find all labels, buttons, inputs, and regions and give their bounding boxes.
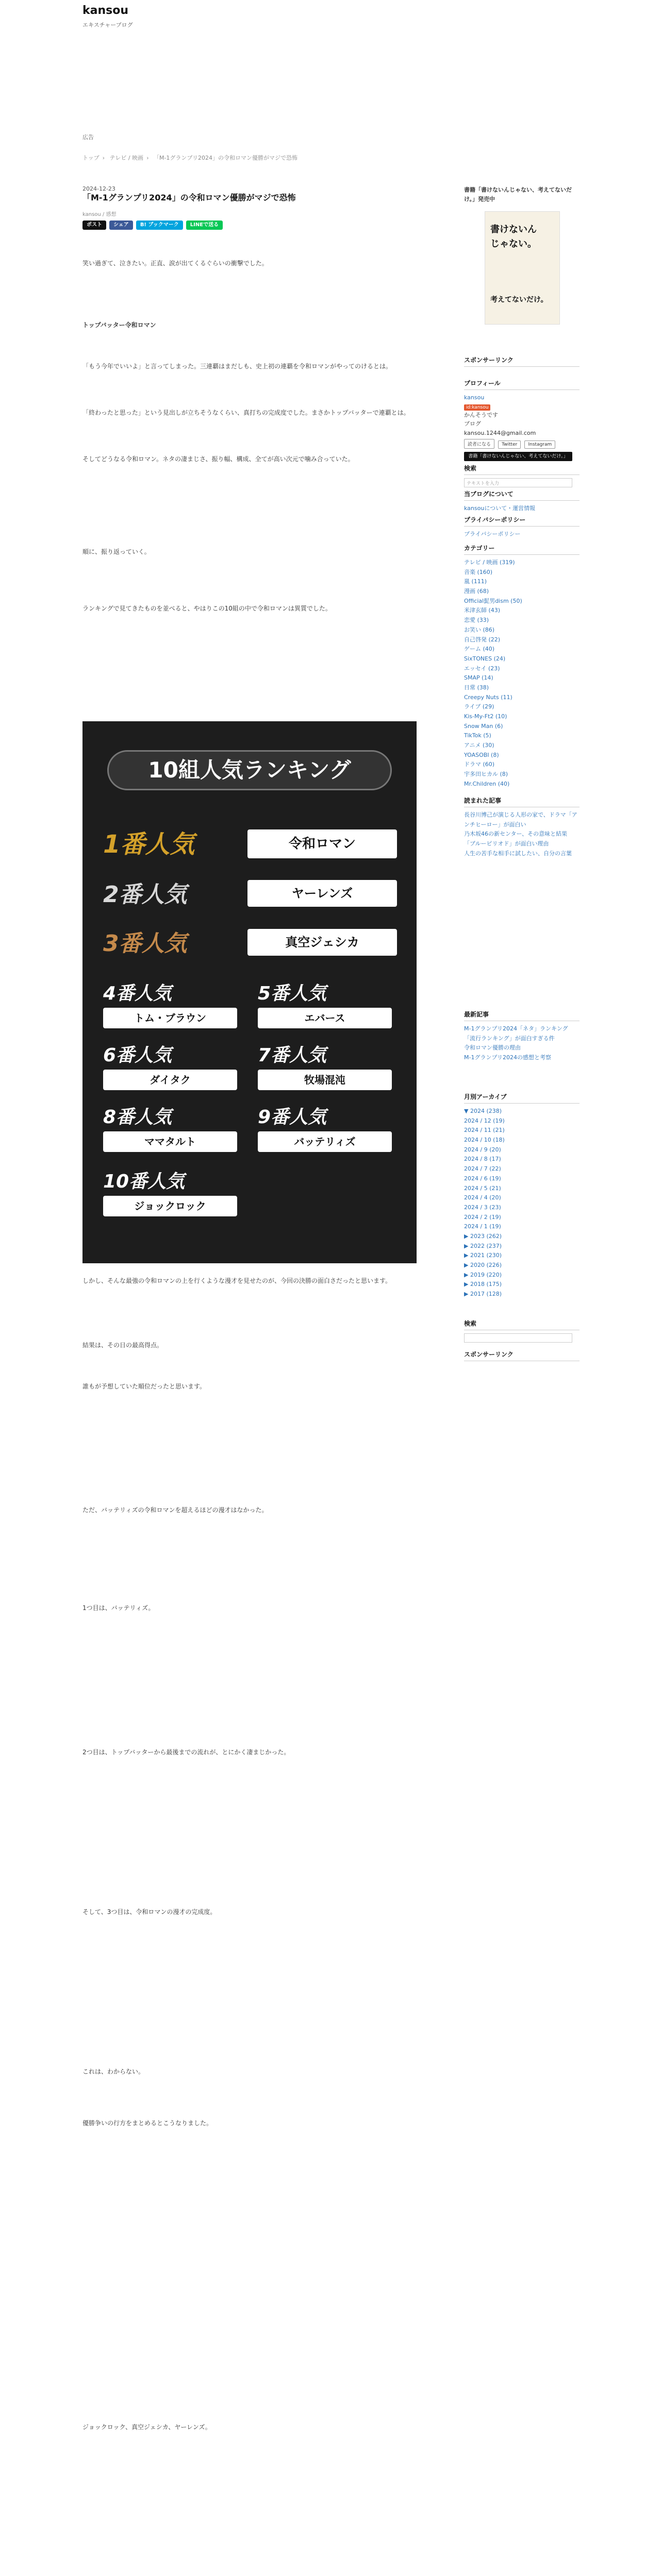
paragraph: 順に、振り返っていく。 — [82, 548, 151, 555]
paragraph: 誰もが予想していた順位だったと思います。 — [82, 1383, 206, 1390]
paragraph: ただ、バッテリィズの令和ロマンを超えるほどの漫才はなかった。 — [82, 1506, 268, 1514]
rank-label: 10番人気 — [103, 1171, 185, 1192]
about-link[interactable]: kansouについて・運営情報 — [464, 505, 536, 512]
archive-link[interactable]: 2024 / 3 (23) — [464, 1204, 501, 1211]
rank-name: ダイタク — [103, 1070, 237, 1090]
site-header — [82, 0, 580, 46]
rank-label: 7番人気 — [258, 1045, 327, 1066]
rank-name: トム・ブラウン — [103, 1008, 237, 1028]
category-link[interactable]: SMAP (14) — [464, 674, 493, 682]
breadcrumb-item-current: 「M-1グランプリ2024」の令和ロマン優勝がマジで恐怖 — [153, 155, 297, 161]
archive-link[interactable]: ▶ 2019 (220) — [464, 1271, 502, 1278]
recent-post-link[interactable]: M-1グランプリ2024「ネタ」ランキング — [464, 1025, 568, 1032]
popular-post-link[interactable]: 「ブルーピリオド」が面白い理由 — [464, 840, 549, 848]
book-cover-line: じゃない。 — [490, 239, 537, 249]
book-cover-line: 書けないん — [490, 224, 537, 235]
paragraph: 1つ目は、バッテリィズ。 — [82, 1604, 155, 1612]
archive-link[interactable]: 2024 / 4 (20) — [464, 1194, 501, 1201]
post-title: 「M-1グランプリ2024」の令和ロマン優勝がマジで恐怖 — [82, 193, 296, 202]
sidebar-footer-sponsor — [464, 1350, 580, 1364]
category-link[interactable]: SixTONES (24) — [464, 655, 506, 662]
profile-line: ブログ — [464, 420, 481, 428]
profile-title: プロフィール — [464, 379, 580, 390]
category-link[interactable]: Kis-My-Ft2 (10) — [464, 713, 507, 720]
site-title[interactable]: kansou — [82, 4, 129, 17]
category-link[interactable]: YOASOBI (8) — [464, 751, 499, 758]
rank-label: 4番人気 — [103, 983, 172, 1004]
category-link[interactable]: ドラマ (60) — [464, 761, 495, 768]
book-cover-line: 考えてないだけ。 — [490, 296, 548, 304]
archive-link[interactable]: 2024 / 6 (19) — [464, 1175, 501, 1182]
archive-link[interactable]: 2024 / 12 (19) — [464, 1117, 505, 1124]
privacy-title: プライバシーポリシー — [464, 515, 580, 527]
rank-label: 1番人気 — [103, 830, 195, 859]
profile-badge[interactable]: id:kansou — [464, 404, 490, 411]
archive-link[interactable]: 2024 / 1 (19) — [464, 1223, 501, 1230]
sidebar-search — [464, 464, 580, 487]
sidebar-profile — [464, 379, 580, 461]
category-link[interactable]: 自己啓発 (22) — [464, 636, 501, 643]
rank-name: ヤーレンズ — [247, 880, 397, 907]
archive-link[interactable]: ▶ 2017 (128) — [464, 1291, 502, 1298]
share-buttons — [82, 221, 223, 230]
post-date: 2024-12-23 — [82, 185, 115, 192]
sidebar-sponsor — [464, 355, 580, 370]
category-link[interactable]: お笑い (86) — [464, 626, 495, 633]
recent-post-link[interactable]: 令和ロマン優勝の理由 — [464, 1044, 521, 1052]
book-ad-title[interactable]: 書籍「書けないんじゃない、考えてないだけ。」発売中 — [464, 187, 572, 202]
paragraph: しかし、そんな最強の令和ロマンの上を行くような漫才を見せたのが、今回の決勝の面白さだったと思います。 — [82, 1277, 392, 1284]
category-link[interactable]: アニメ (30) — [464, 742, 494, 749]
category-link[interactable]: 漫画 (68) — [464, 588, 489, 595]
category-link[interactable]: ゲーム (40) — [464, 646, 495, 653]
rank-label: 6番人気 — [103, 1045, 172, 1066]
archive-link[interactable]: 2024 / 5 (21) — [464, 1184, 501, 1192]
category-link[interactable]: Snow Man (6) — [464, 722, 503, 730]
share-facebook-button[interactable]: シェア — [109, 221, 133, 230]
popular-post-link[interactable]: 乃木坂46の新センター、その意味と結果 — [464, 831, 568, 838]
paragraph: 「もう今年でいいよ」と言ってしまった。三連覇はまだしも、史上初の連覇を令和ロマンがやってのけるとは。 — [82, 363, 392, 370]
archive-link[interactable]: 2024 / 10 (18) — [464, 1137, 505, 1144]
recent-title: 最新記事 — [464, 1010, 580, 1021]
twitter-button[interactable]: Twitter — [498, 440, 521, 449]
archive-link[interactable]: 2024 / 9 (20) — [464, 1146, 501, 1153]
category-link[interactable]: Mr.Children (40) — [464, 780, 510, 787]
archive-link[interactable]: ▶ 2022 (237) — [464, 1242, 502, 1249]
rank-label: 3番人気 — [103, 930, 187, 957]
category-link[interactable]: 音楽 (160) — [464, 568, 493, 575]
rank-name: バッテリィズ — [258, 1131, 392, 1152]
recent-post-link[interactable]: 「流行ランキング」が面白すぎる件 — [464, 1035, 555, 1042]
rank-name: ジョックロック — [103, 1196, 237, 1216]
profile-line: かんそうです — [464, 411, 498, 418]
category-link[interactable]: 宇多田ヒカル (8) — [464, 771, 508, 778]
paragraph: 笑い過ぎて、泣きたい。正直、涙が出てくるぐらいの衝撃でした。 — [82, 260, 268, 267]
sidebar-footer-search — [464, 1319, 580, 1343]
archive-link[interactable]: ▶ 2018 (175) — [464, 1281, 502, 1288]
archive-link[interactable]: ▶ 2021 (230) — [464, 1252, 502, 1259]
paragraph: これは、わからない。 — [82, 2068, 145, 2075]
share-hatena-button[interactable]: B! ブックマーク — [136, 221, 183, 230]
paragraph: ジョックロック、真空ジェシカ、ヤーレンズ。 — [82, 2424, 211, 2431]
archive-title: 月別アーカイブ — [464, 1092, 580, 1104]
breadcrumb-item-category[interactable]: テレビ / 映画 — [109, 155, 144, 161]
paragraph: 優勝争いの行方をまとめるとこうなりました。 — [82, 2120, 213, 2127]
sponsor-label: スポンサーリンク — [464, 355, 580, 367]
post-author[interactable]: kansou / 感想 — [82, 212, 117, 217]
profile-name[interactable]: kansou — [464, 394, 485, 401]
popular-title: 読まれた記事 — [464, 796, 580, 807]
sidebar-about — [464, 489, 580, 514]
search-title: 検索 — [464, 464, 580, 475]
category-link[interactable]: テレビ / 映画 (319) — [464, 559, 515, 566]
rank-label: 2番人気 — [103, 882, 187, 908]
sidebar-categories — [464, 544, 580, 789]
site-description: エキスチャーブログ — [82, 22, 133, 28]
popular-post-link[interactable]: 人生の苦手な相手に試したい、自分の言葉 — [464, 850, 572, 857]
section-heading: トップバッター令和ロマン — [82, 321, 156, 329]
category-link[interactable]: Creepy Nuts (11) — [464, 693, 512, 701]
instagram-button[interactable]: Instagram — [524, 440, 555, 449]
category-link[interactable]: Official髭男dism (50) — [464, 597, 522, 604]
category-link[interactable]: TikTok (5) — [464, 732, 491, 739]
paragraph: 2つ目は、トップバッターから最後までの流れが、とにかく凄まじかった。 — [82, 1749, 290, 1756]
footer-search-title: 検索 — [464, 1319, 580, 1330]
archive-link[interactable]: ▼ 2024 (238) — [464, 1108, 502, 1114]
rank-name: 牧場混沌 — [258, 1070, 392, 1090]
footer-search-input[interactable] — [464, 1333, 572, 1343]
category-link[interactable]: 米津玄師 (43) — [464, 607, 501, 614]
about-title: 当ブログについて — [464, 489, 580, 501]
ad-label: 広告 — [82, 134, 94, 141]
ranking-image — [82, 721, 417, 1263]
recent-post-link[interactable]: M-1グランプリ2024の感想と考察 — [464, 1054, 552, 1061]
share-line-button[interactable]: LINEで送る — [186, 221, 223, 230]
ranking-title: 10組人気ランキング — [107, 750, 392, 790]
privacy-link[interactable]: プライバシーポリシー — [464, 531, 521, 537]
rank-label: 8番人気 — [103, 1107, 172, 1128]
category-link[interactable]: 嵐 (111) — [464, 578, 487, 585]
archive-link[interactable]: 2024 / 7 (22) — [464, 1165, 501, 1173]
archive-link[interactable]: ▶ 2020 (226) — [464, 1262, 502, 1268]
book-cta-button[interactable]: 書籍「書けないんじゃない、考えてないだけ。」 — [464, 452, 572, 461]
rank-label: 5番人気 — [258, 983, 327, 1004]
book-ad[interactable] — [464, 185, 580, 304]
sidebar-archive — [464, 1092, 580, 1299]
breadcrumb: トップ › テレビ / 映画 › 「M-1グランプリ2024」の令和ロマン優勝がマジで恐怖 — [82, 155, 297, 161]
paragraph: ランキングで見てきたものを並べると、やはりこの10組の中で令和ロマンは異質でした。 — [82, 605, 332, 612]
breadcrumb-item-top[interactable]: トップ — [82, 155, 100, 161]
category-link[interactable]: 恋愛 (33) — [464, 617, 489, 624]
archive-link[interactable]: 2024 / 11 (21) — [464, 1127, 505, 1134]
paragraph: そしてどうなる令和ロマン。ネタの凄まじさ、振り幅、構成、全てが高い次元で噛み合っていた。 — [82, 455, 354, 463]
sidebar-privacy — [464, 515, 580, 539]
paragraph: 「終わったと思った」という見出しが立ちそうなくらい、真打ちの完成度でした。まさかトップバッターで連覇とは。 — [82, 409, 410, 416]
rank-label: 9番人気 — [258, 1107, 327, 1128]
archive-link[interactable]: 2024 / 2 (19) — [464, 1213, 501, 1221]
category-link[interactable]: 日常 (38) — [464, 684, 489, 691]
paragraph: そして、3つ目は、令和ロマンの漫才の完成度。 — [82, 1908, 217, 1916]
category-link[interactable]: エッセイ (23) — [464, 665, 500, 672]
paragraph: 結果は、その日の最高得点。 — [82, 1342, 163, 1349]
category-link[interactable]: ライブ (29) — [464, 703, 494, 710]
book-cover-image[interactable] — [485, 211, 560, 325]
rank-name: ママタルト — [103, 1131, 237, 1152]
rank-name: 真空ジェシカ — [247, 929, 397, 956]
profile-email: kansou.1244@gmail.com — [464, 429, 536, 436]
archive-link[interactable]: 2024 / 8 (17) — [464, 1156, 501, 1163]
rank-name: エバース — [258, 1008, 392, 1028]
sidebar-recent — [464, 1010, 580, 1063]
popular-post-link[interactable]: 長谷川博己が演じる人形の家で、ドラマ「アンチヒーロー」が面白い — [464, 811, 577, 828]
subscribe-button[interactable]: 読者になる — [464, 439, 494, 449]
search-input[interactable]: テキストを入力 — [464, 478, 572, 487]
archive-link[interactable]: ▶ 2023 (262) — [464, 1232, 502, 1240]
rank-name: 令和ロマン — [247, 829, 397, 858]
footer-sponsor-label: スポンサーリンク — [464, 1350, 580, 1361]
sidebar-popular — [464, 796, 580, 858]
share-x-button[interactable]: ポスト — [82, 221, 106, 230]
categories-title: カテゴリー — [464, 544, 580, 555]
